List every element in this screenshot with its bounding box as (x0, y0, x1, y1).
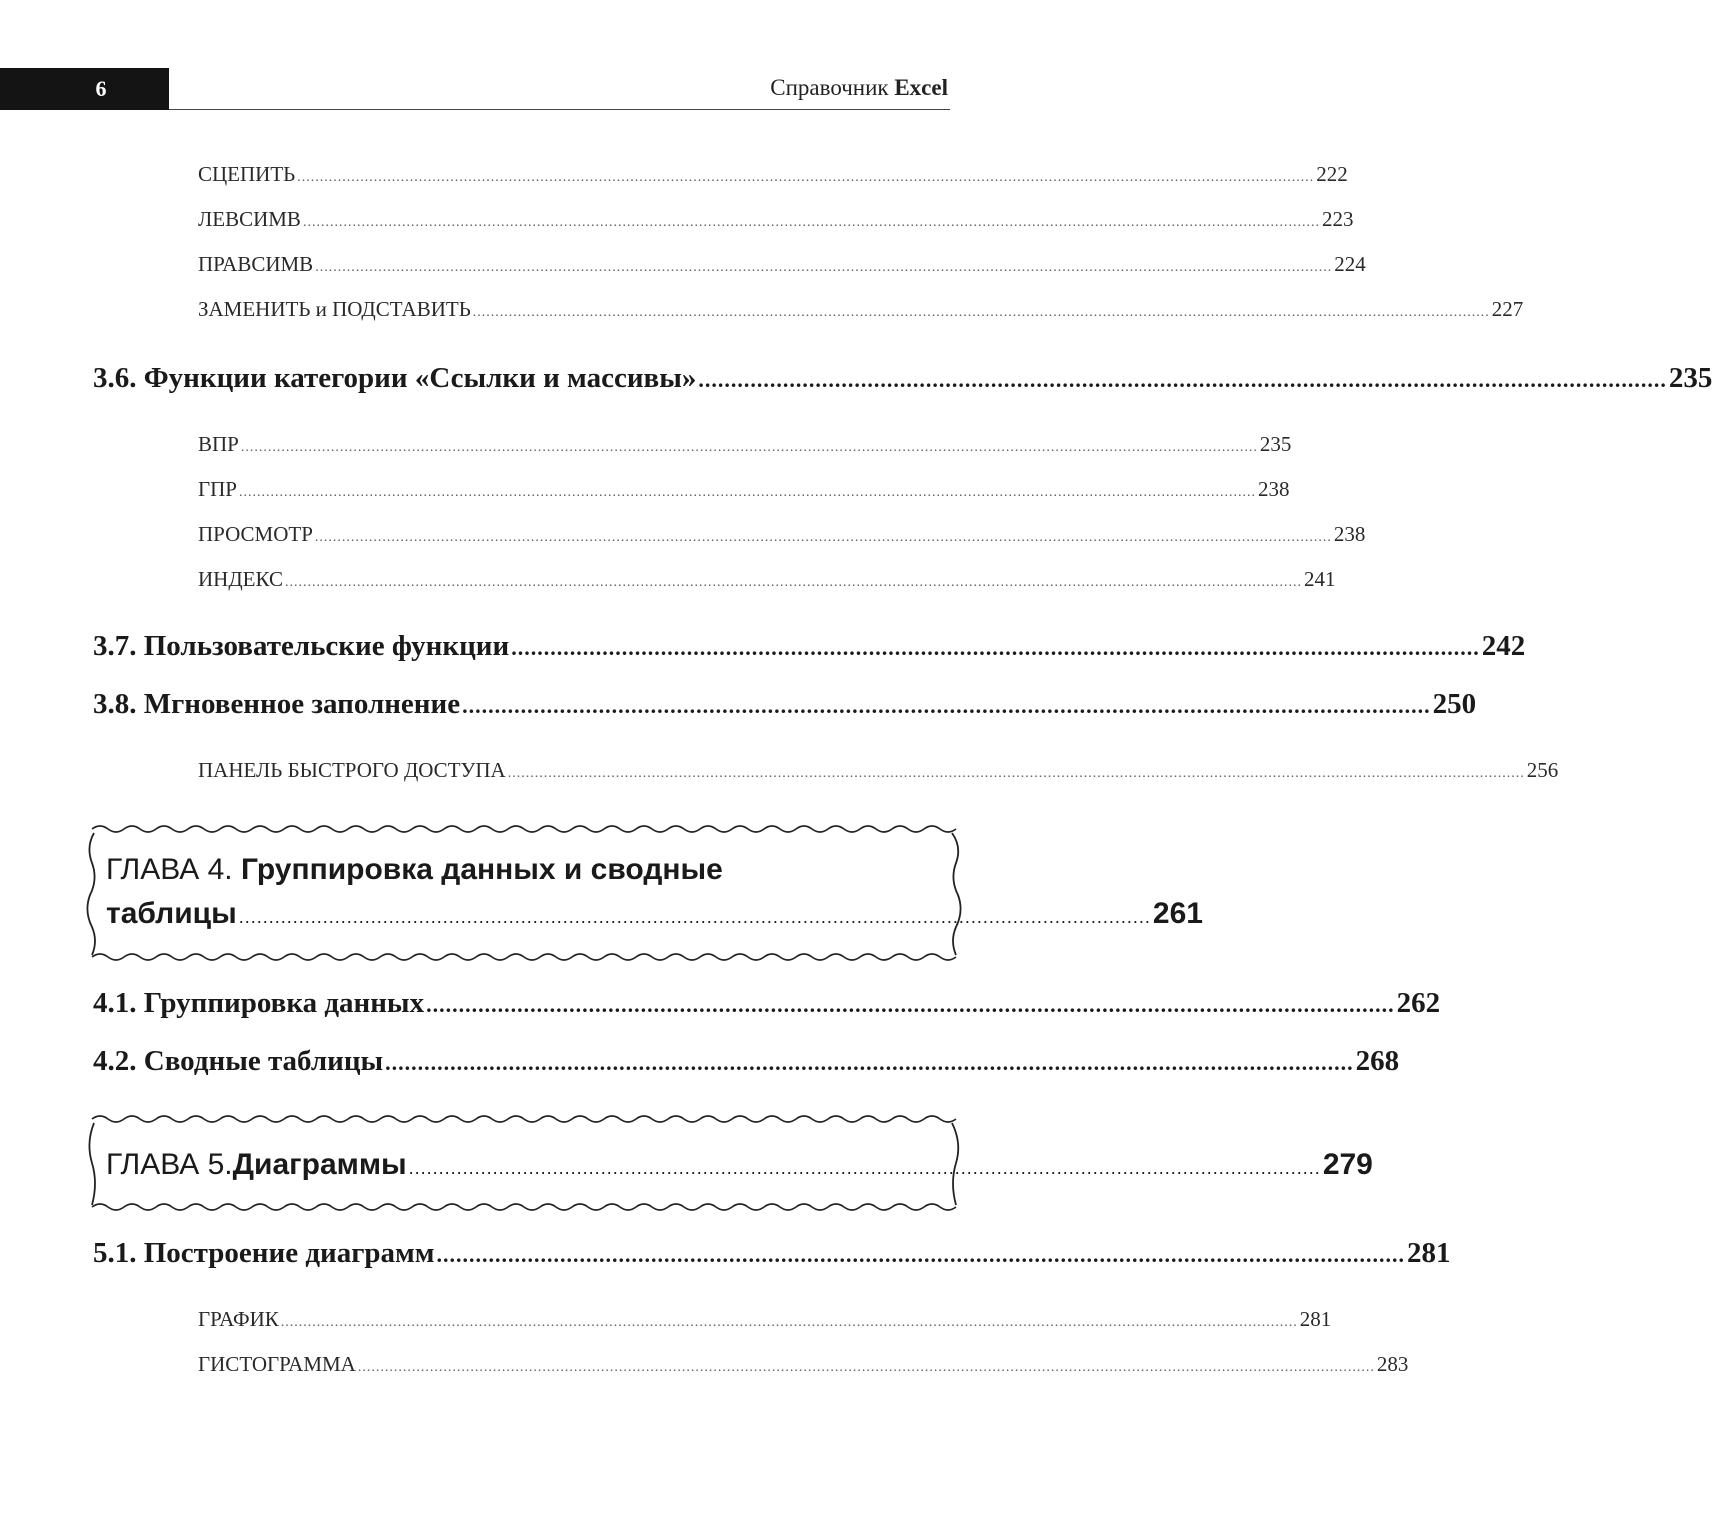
leader-dots: ..................................................................................................................................................... (511, 635, 1480, 660)
toc-entry-page: 256 (1526, 758, 1559, 782)
toc-entry-concatenate[interactable] (198, 162, 1348, 187)
toc-entry-lookup[interactable] (198, 522, 1366, 547)
chapter-page: 279 (1322, 1148, 1373, 1181)
toc-entry-left[interactable] (198, 207, 1354, 232)
toc-entry-page: 222 (1316, 162, 1348, 186)
chapter-4-heading-line2 (106, 897, 1203, 931)
leader-dots: ..................................................................................................................................................... (426, 992, 1395, 1017)
toc-entry-hlookup[interactable] (198, 477, 1290, 502)
toc-section-label: 4.1. Группировка данных (93, 987, 425, 1019)
chapter-page: 261 (1152, 897, 1203, 930)
header-bar (0, 68, 169, 110)
toc-entry-page: 227 (1491, 297, 1524, 321)
toc-entry-label: ЛЕВСИМВ (198, 207, 301, 231)
toc-section-4-1[interactable] (93, 987, 1441, 1020)
leader-dots: .................................................................................................................................................................................................................................. (240, 440, 1258, 455)
toc-entry-page: 235 (1259, 432, 1292, 456)
leader-dots: .................................................................................................................................................................................................................................. (314, 530, 1332, 545)
toc-entry-index[interactable] (198, 567, 1336, 592)
toc-section-label: 3.8. Мгновенное заполнение (93, 688, 461, 720)
leader-dots: .................................................................................................................................................................................................................................. (239, 485, 1256, 500)
chapter-5-heading (106, 1148, 1373, 1182)
toc-section-label: 3.7. Пользовательские функции (93, 630, 510, 662)
chapter-title: Группировка данных и сводные (240, 853, 723, 886)
toc-entry-page: 238 (1333, 522, 1366, 546)
toc-section-page: 242 (1481, 630, 1526, 662)
leader-dots: ........................................................................................................................................................ (408, 1158, 1321, 1178)
toc-section-page: 262 (1396, 987, 1441, 1019)
toc-entry-label: ЗАМЕНИТЬ и ПОДСТАВИТЬ (198, 297, 471, 321)
toc-entry-label: СЦЕПИТЬ (198, 162, 296, 186)
toc-section-label: 4.2. Сводные таблицы (93, 1045, 384, 1077)
toc-entry-page: 281 (1299, 1307, 1332, 1331)
leader-dots: .................................................................................................................................................................................................................................. (472, 305, 1490, 320)
toc-entry-vlookup[interactable] (198, 432, 1292, 457)
toc-entry-label: ВПР (198, 432, 239, 456)
leader-dots: .................................................................................................................................................................................................................................. (297, 170, 1315, 185)
wavy-frame (84, 823, 966, 963)
toc-section-5-1[interactable] (93, 1237, 1451, 1270)
chapter-prefix: ГЛАВА 4. (106, 853, 241, 886)
chapter-prefix: ГЛАВА 5. (106, 1148, 233, 1181)
chapter-5-box[interactable] (84, 1113, 1373, 1213)
leader-dots: ..................................................................................................................................................... (462, 693, 1431, 718)
leader-dots: .................................................................................................................................................................................................................................. (507, 766, 1525, 781)
toc-section-3-8[interactable] (93, 688, 1477, 721)
toc-entry-replace-substitute[interactable] (198, 297, 1524, 322)
toc-section-page: 268 (1355, 1045, 1400, 1077)
toc-entry-page: 238 (1258, 477, 1290, 501)
running-title-prefix: Справочник (770, 75, 895, 100)
toc-section-page: 250 (1432, 688, 1477, 720)
toc-entry-page: 223 (1321, 207, 1354, 231)
leader-dots: .................................................................................................................................................................................................................................. (302, 215, 1320, 230)
leader-dots: ..................................................................................................................................................... (385, 1050, 1354, 1075)
page-number: 6 (95, 76, 107, 101)
leader-dots: .................................................................................................................................................................................................................................. (357, 1360, 1375, 1375)
toc-section-page: 281 (1407, 1237, 1451, 1269)
toc-entry-label: ИНДЕКС (198, 567, 283, 591)
toc-section-label: 3.6. Функции категории «Ссылки и массивы» (93, 362, 697, 394)
leader-dots: .................................................................................................................................................................................................................................. (280, 1315, 1298, 1330)
toc-section-3-6[interactable] (93, 362, 1712, 395)
chapter-4-heading-line1 (106, 853, 932, 887)
leader-dots: ..................................................................................................................................................... (436, 1242, 1406, 1267)
chapter-4-box[interactable] (84, 823, 1203, 963)
running-title-bold: Excel (894, 75, 948, 100)
toc-entry-label: ПАНЕЛЬ БЫСТРОГО ДОСТУПА (198, 758, 506, 782)
toc-entry-label: ПРОСМОТР (198, 522, 313, 546)
chapter-title-continued: таблицы (106, 897, 237, 930)
toc-entry-page: 241 (1303, 567, 1336, 591)
toc-entry-right[interactable] (198, 252, 1366, 277)
leader-dots: ........................................................................................................................................................ (238, 907, 1151, 927)
toc-entry-label: ГРАФИК (198, 1307, 279, 1331)
header-rule (169, 109, 950, 110)
toc-section-3-7[interactable] (93, 630, 1526, 663)
toc-entry-page: 224 (1334, 252, 1366, 276)
leader-dots: ..................................................................................................................................................... (698, 367, 1667, 392)
toc-entry-quick-access-panel[interactable] (198, 758, 1559, 783)
toc-entry-histogram[interactable] (198, 1352, 1409, 1377)
toc-entry-label: ПРАВСИМВ (198, 252, 314, 276)
chapter-title: Диаграммы (232, 1148, 407, 1181)
toc-entry-label: ГПР (198, 477, 237, 501)
leader-dots: .................................................................................................................................................................................................................................. (315, 260, 1333, 275)
toc-section-page: 235 (1668, 362, 1712, 394)
toc-entry-page: 283 (1376, 1352, 1409, 1376)
leader-dots: .................................................................................................................................................................................................................................. (284, 575, 1302, 590)
toc-entry-label: ГИСТОГРАММА (198, 1352, 356, 1376)
toc-section-label: 5.1. Построение диаграмм (93, 1237, 435, 1269)
running-title (770, 75, 948, 101)
toc-entry-graph[interactable] (198, 1307, 1332, 1332)
toc-section-4-2[interactable] (93, 1045, 1400, 1078)
